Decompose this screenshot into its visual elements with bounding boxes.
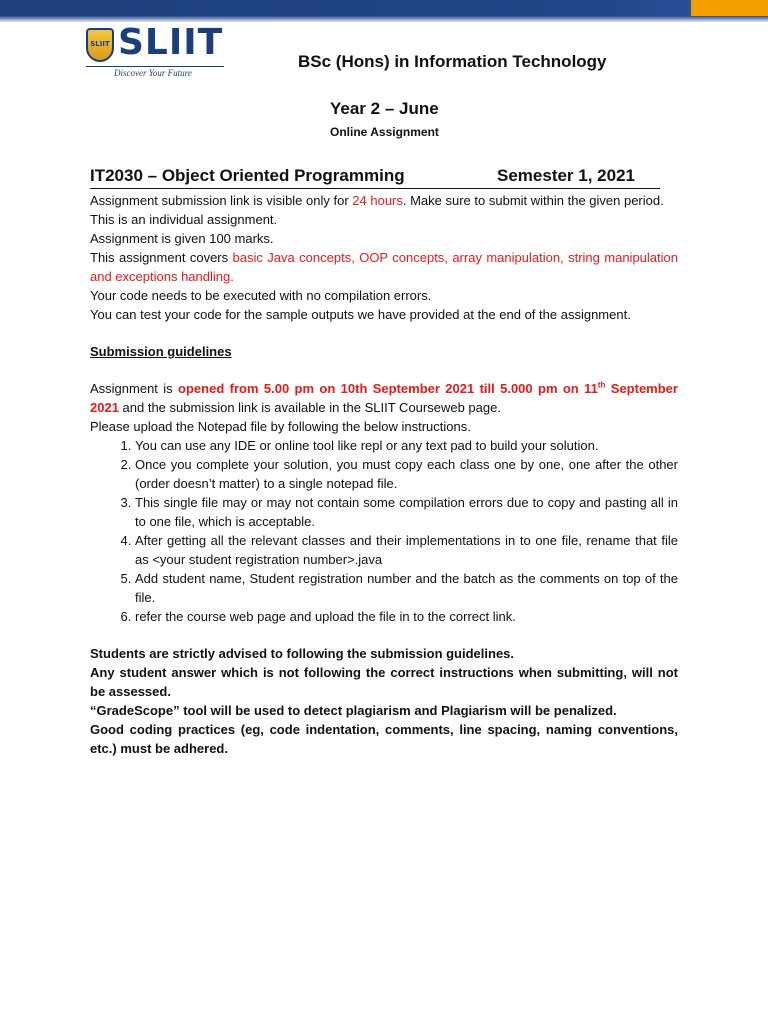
step-item: 4. After getting all the relevant classes and their implementations in to one file, rename that file as <your student registration number>.java (135, 531, 678, 569)
note-4: Good coding practices (eg, code indentation, comments, line spacing, naming conventions, etc.) must be adhered. (90, 722, 678, 756)
step-item: 1. You can use any IDE or online tool like repl or any text pad to build your solution. (135, 436, 678, 455)
intro-line-1 (90, 191, 678, 210)
assignment-type: Online Assignment (330, 125, 439, 139)
text: . Make sure to submit within the given period. (402, 193, 664, 208)
year-title: Year 2 – June (330, 99, 439, 118)
crest-text: SLIIT (90, 40, 110, 48)
sliit-logo (86, 22, 226, 78)
note-1: Students are strictly advised to following the submission guidelines. (90, 646, 515, 661)
intro-line-4 (90, 248, 678, 286)
note-2: Any student answer which is not following the correct instructions when submitting, will not be assessed. (90, 665, 678, 699)
text: September 2021 (90, 381, 678, 415)
intro-line-6: You can test your code for the sample outputs we have provided at the end of the assignment. (90, 307, 631, 322)
step-item: 3. This single file may or may not contain some compilation errors due to copy and pasting all in to one file, which is acceptable. (135, 493, 678, 531)
logo-rule (86, 66, 224, 67)
text: Assignment submission link is visible only for (90, 193, 353, 208)
submission-heading (90, 342, 678, 361)
logo-tagline: Discover Your Future (114, 68, 192, 78)
text: and the submission link is available in the SLIIT Courseweb page. (118, 400, 501, 415)
note-3: “GradeScope” tool will be used to detect plagiarism and Plagiarism will be penalized. (90, 703, 617, 718)
step-item: 6. refer the course web page and upload the file in to the correct link. (135, 607, 678, 626)
superscript: th (597, 380, 606, 390)
intro-line-3: Assignment is given 100 marks. (90, 231, 274, 246)
crest-icon (86, 28, 114, 62)
intro-line-2: This is an individual assignment. (90, 212, 278, 227)
document-body (90, 191, 678, 758)
course-title: IT2030 – Object Oriented Programming (90, 166, 405, 185)
step-item: 2. Once you complete your solution, you must copy each class one by one, one after the other (order doesn’t matter) to a single notepad file. (135, 455, 678, 493)
highlight-topics: basic Java concepts, OOP concepts, array manipulation, string manipulation and exceptions handling. (90, 250, 678, 284)
heading-text: Submission guidelines (90, 344, 232, 359)
submission-period (90, 379, 678, 417)
program-title: BSc (Hons) in Information Technology (298, 52, 607, 71)
text: This assignment covers (90, 250, 233, 265)
steps-list (90, 436, 678, 626)
step-item: 5. Add student name, Student registration number and the batch as the comments on top of the file. (135, 569, 678, 607)
text: opened from 5.00 pm on 10th September 2021 till 5.000 pm on 11 (178, 381, 598, 396)
semester-label: Semester 1, 2021 (497, 166, 635, 185)
header-banner (0, 0, 768, 22)
intro-line-5: Your code needs to be executed with no compilation errors. (90, 288, 432, 303)
course-row (90, 166, 660, 189)
highlight-24-hours: 24 hours (352, 193, 403, 208)
banner-shade (0, 16, 768, 22)
upload-instruction: Please upload the Notepad file by following the below instructions. (90, 419, 471, 434)
text: Assignment is (90, 381, 179, 396)
logo-wordmark: SLIIT (118, 22, 224, 63)
